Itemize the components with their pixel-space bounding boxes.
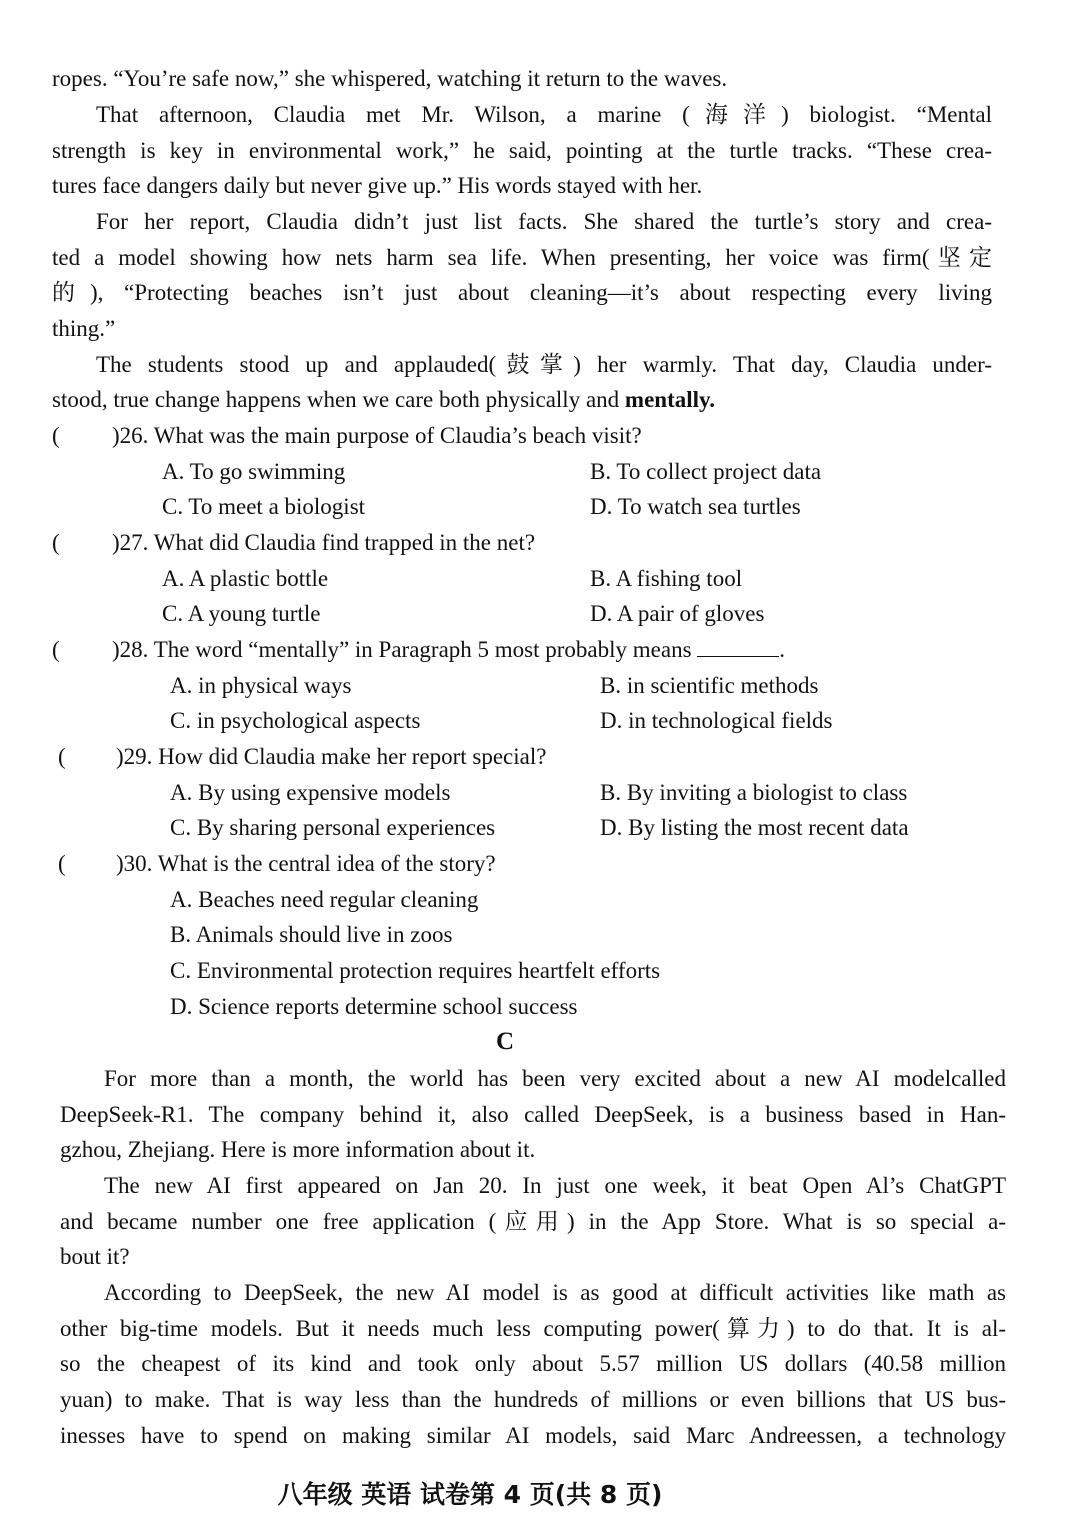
option: D. in technological fields [600,708,833,733]
page-footer: 八年级 英语 试卷第 4 页(共 8 页) [277,1480,663,1509]
option: D. To watch sea turtles [590,494,801,519]
passage-line: DeepSeek-R1. The company behind it, also called DeepSeek, is a business based in Han- [60,1102,1006,1127]
option: A. A plastic bottle [162,566,329,591]
answer-paren[interactable]: ( [52,530,60,555]
fill-blank[interactable] [697,636,779,657]
passage-line: thing.” [52,316,116,341]
question-stem: )27. What did Claudia find trapped in the net? [112,530,536,555]
option: A. in physical ways [170,673,352,698]
option: C. A young turtle [162,601,321,626]
passage-line: That afternoon, Claudia met Mr. Wilson, a marine (海洋) biologist. “Mental [96,102,992,127]
question-stem: )28. The word “mentally” in Paragraph 5 most probably means . [112,637,786,662]
option: C. To meet a biologist [162,494,366,519]
option: A. To go swimming [162,459,346,484]
passage-line: bout it? [60,1244,130,1269]
passage-line: tures face dangers daily but never give up.” His words stayed with her. [52,173,703,198]
passage-line: ropes. “You’re safe now,” she whispered, watching it return to the waves. [52,66,728,91]
section-heading: C [495,1028,515,1055]
option: A. By using expensive models [170,780,451,805]
option: B. A fishing tool [590,566,743,591]
passage-line: 的), “Protecting beaches isn’t just about cleaning—it’s about respecting every living [52,280,992,305]
option: C. By sharing personal experiences [170,815,496,840]
passage-line: and became number one free application (应用) in the App Store. What is so special a- [60,1209,1006,1234]
passage-line: strength is key in environmental work,” he said, pointing at the turtle tracks. “These crea- [52,138,992,163]
passage-line: The students stood up and applauded(鼓掌) her warmly. That day, Claudia under- [96,352,992,377]
passage-line: For her report, Claudia didn’t just list facts. She shared the turtle’s story and crea- [96,209,992,234]
option: D. Science reports determine school success [170,994,578,1019]
option: D. By listing the most recent data [600,815,909,840]
question-stem: )29. How did Claudia make her report special? [116,744,547,769]
passage-line: inesses have to spend on making similar AI models, said Marc Andreessen, a technology [60,1423,1006,1448]
option: D. A pair of gloves [590,601,765,626]
answer-paren[interactable]: ( [58,744,66,769]
passage-line: The new AI first appeared on Jan 20. In just one week, it beat Open Al’s ChatGPT [104,1173,1006,1198]
passage-line: other big-time models. But it needs much less computing power(算力) to do that. It is al- [60,1316,1006,1341]
passage-line: For more than a month, the world has been very excited about a new AI modelcalled [104,1066,1006,1091]
passage-line: so the cheapest of its kind and took only about 5.57 million US dollars (40.58 million [60,1351,1006,1376]
passage-line: yuan) to make. That is way less than the hundreds of millions or even billions that US bus- [60,1387,1006,1412]
passage-line: gzhou, Zhejiang. Here is more information about it. [60,1137,536,1162]
option: A. Beaches need regular cleaning [170,887,479,912]
option: B. By inviting a biologist to class [600,780,908,805]
passage-line: ted a model showing how nets harm sea life. When presenting, her voice was firm(坚定 [52,245,992,270]
question-stem: )26. What was the main purpose of Claudia’s beach visit? [112,423,642,448]
answer-paren[interactable]: ( [52,637,60,662]
answer-paren[interactable]: ( [58,851,66,876]
passage-line: According to DeepSeek, the new AI model is as good at difficult activities like math as [104,1280,1006,1305]
option: C. Environmental protection requires heartfelt efforts [170,958,661,983]
answer-paren[interactable]: ( [52,423,60,448]
option: B. To collect project data [590,459,822,484]
option: B. Animals should live in zoos [170,922,453,947]
option: B. in scientific methods [600,673,819,698]
question-stem: )30. What is the central idea of the story? [116,851,496,876]
bold-word: mentally [624,387,710,412]
option: C. in psychological aspects [170,708,421,733]
passage-line-last: stood, true change happens when we care both physically and mentally. [52,387,715,412]
